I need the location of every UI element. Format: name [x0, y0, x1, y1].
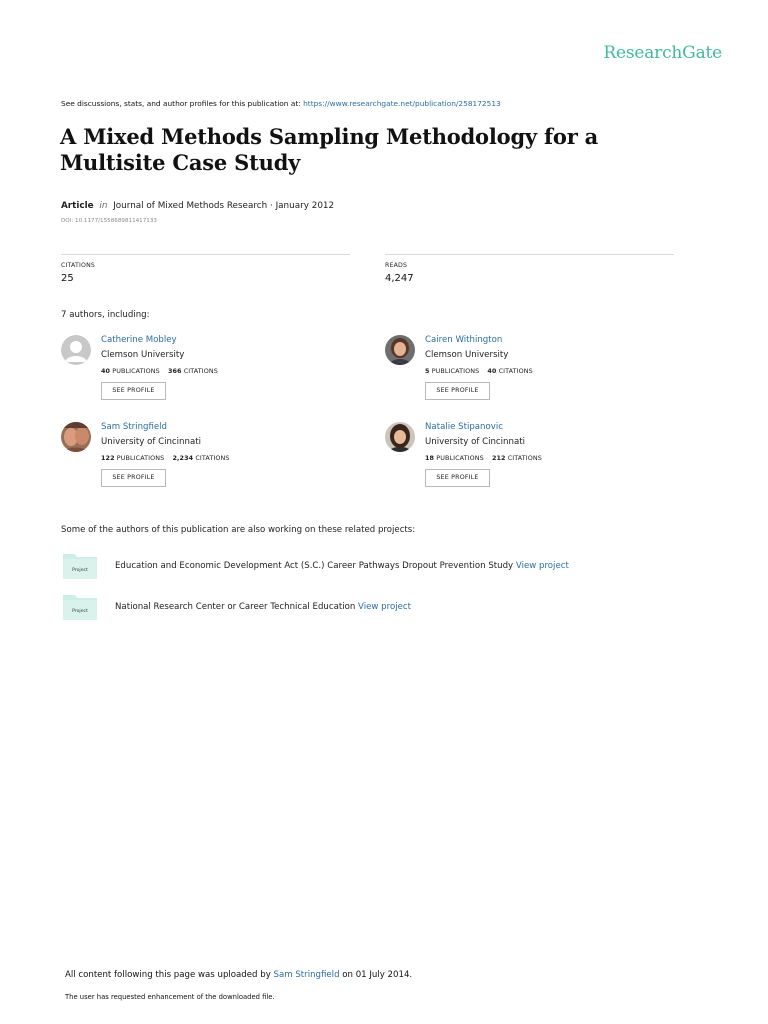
- upload-suffix: on 01 July 2014.: [342, 970, 413, 980]
- author-institution: Clemson University: [101, 350, 185, 360]
- reads-label: READS: [385, 262, 408, 269]
- publications-count: 18: [425, 454, 435, 462]
- see-profile-button[interactable]: SEE PROFILE: [425, 382, 490, 400]
- author-name[interactable]: Natalie Stipanovic: [425, 422, 503, 432]
- related-projects-heading: Some of the authors of this publication are also working on these related projects:: [61, 525, 416, 535]
- journal-name[interactable]: Journal of Mixed Methods Research · January 2012: [113, 201, 335, 211]
- article-meta: [61, 201, 334, 211]
- author-name[interactable]: Catherine Mobley: [101, 335, 177, 345]
- project-item: [61, 553, 681, 583]
- citations-label: CITATIONS: [183, 367, 218, 375]
- author-card: [385, 422, 665, 492]
- author-stats: [101, 454, 230, 462]
- enhancement-note: The user has requested enhancement of the downloaded file.: [65, 993, 275, 1001]
- author-photo[interactable]: [385, 422, 415, 452]
- citations-divider: [61, 254, 350, 255]
- author-card: [61, 422, 341, 492]
- author-institution: University of Cincinnati: [425, 437, 525, 447]
- citations-label: CITATIONS: [61, 262, 96, 269]
- author-card: [61, 335, 341, 405]
- upload-note: [65, 970, 412, 980]
- author-stats: [425, 454, 542, 462]
- project-title: Education and Economic Development Act (S.C.) Career Pathways Dropout Prevention Study: [115, 561, 514, 571]
- author-institution: Clemson University: [425, 350, 509, 360]
- citations-count: 2,234: [172, 454, 194, 462]
- author-institution: University of Cincinnati: [101, 437, 201, 447]
- author-name[interactable]: Cairen Withington: [425, 335, 503, 345]
- publications-count: 5: [425, 367, 430, 375]
- project-thumb-label: Project: [72, 568, 88, 573]
- upload-prefix: All content following this page was uploaded by: [65, 970, 271, 980]
- publications-count: 40: [101, 367, 111, 375]
- publications-label: PUBLICATIONS: [436, 454, 484, 462]
- author-card: [385, 335, 665, 405]
- article-title: A Mixed Methods Sampling Methodology for a Multisite Case Study: [60, 124, 599, 175]
- uploader-link[interactable]: Sam Stringfield: [273, 970, 340, 980]
- publications-label: PUBLICATIONS: [116, 454, 165, 462]
- see-profile-button[interactable]: SEE PROFILE: [425, 469, 490, 487]
- reads-divider: [385, 254, 674, 255]
- citations-label: CITATIONS: [195, 454, 230, 462]
- publication-url-link[interactable]: https://www.researchgate.net/publication/258172513: [303, 99, 501, 108]
- citations-count: 366: [167, 367, 182, 375]
- article-in: in: [99, 201, 108, 211]
- author-photo[interactable]: [385, 335, 415, 365]
- project-item: [61, 594, 681, 624]
- view-project-link[interactable]: View project: [515, 561, 569, 571]
- author-name[interactable]: Sam Stringfield: [101, 422, 168, 432]
- article-kind: Article: [61, 201, 94, 211]
- see-profile-button[interactable]: SEE PROFILE: [101, 469, 166, 487]
- publications-count: 122: [101, 454, 115, 462]
- researchgate-logo[interactable]: ResearchGate: [603, 43, 722, 63]
- citations-label: CITATIONS: [507, 454, 542, 462]
- see-discussions-text: See discussions, stats, and author profiles for this publication at:: [61, 99, 301, 108]
- citations-label: CITATIONS: [498, 367, 533, 375]
- project-folder-icon: [63, 553, 97, 579]
- project-title: National Research Center or Career Technical Education: [115, 602, 356, 612]
- publications-label: PUBLICATIONS: [431, 367, 480, 375]
- citations-value: 25: [61, 273, 74, 284]
- citations-count: 212: [491, 454, 506, 462]
- project-folder-icon: [63, 594, 97, 620]
- publications-label: PUBLICATIONS: [112, 367, 160, 375]
- citations-count: 40: [487, 367, 497, 375]
- article-doi: DOI: 10.1177/1558689811417133: [61, 218, 157, 224]
- project-text: [115, 561, 569, 571]
- see-discussions-line: [61, 99, 501, 108]
- project-thumb-label: Project: [72, 609, 88, 614]
- authors-heading: 7 authors, including:: [61, 310, 150, 320]
- reads-value: 4,247: [385, 273, 414, 284]
- author-stats: [425, 367, 533, 375]
- see-profile-button[interactable]: SEE PROFILE: [101, 382, 166, 400]
- view-project-link[interactable]: View project: [358, 602, 411, 612]
- author-stats: [101, 367, 218, 375]
- author-photo[interactable]: [61, 422, 91, 452]
- default-avatar-icon[interactable]: [61, 335, 91, 365]
- project-text: [115, 602, 411, 612]
